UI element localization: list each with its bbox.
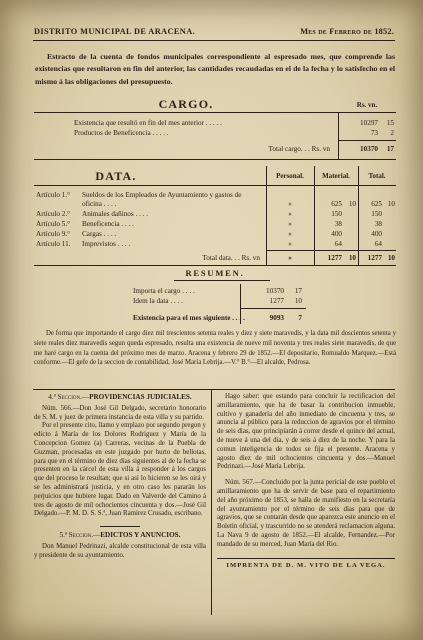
maravedis	[342, 220, 358, 228]
section-title: PROVIDENCIAS JUDICIALES.	[89, 393, 192, 401]
section-title: EDICTOS Y ANUNCIOS.	[100, 531, 181, 540]
notice-566-lead: Núm. 566.—Don José Gil Delgado, secretario honorario de S. M. y juez de primera instancia de esta villa y su partido.	[34, 404, 206, 421]
article-concept: Imprevistos . . . .	[82, 240, 131, 248]
maravedis: 15	[386, 119, 394, 127]
section-divider	[100, 526, 140, 527]
material-value	[314, 220, 358, 228]
reales: 9093	[269, 314, 284, 322]
reales: 150	[331, 210, 342, 218]
reales: 10370	[360, 145, 378, 153]
article-number: Artículo 1.°	[36, 191, 71, 199]
reales: 1277	[367, 254, 382, 262]
account-intro: Estracto de la cuenta de fondos municipales correspondiente al espresado mes, que comprende las existencias que resultaron en fin del anterior, las cantidades recaudadas en el de la fecha y lo satisfecho en el mismo á las obligaciones del presupuesto.	[35, 52, 395, 86]
data-total-label: Total data. . . Rs. vn	[202, 254, 260, 262]
reales: 625	[371, 199, 382, 208]
maravedis: 10	[348, 254, 356, 262]
masthead	[34, 27, 394, 36]
notice-alcalde-body: Hago saber: que estando para concluir la rectificacion del amillaramiento, que ha de basar la contribucion inmueble, cultivo y ganadería del año inmediato de cincuenta y tres, se anuncia al público para la reduccion de agravios por el término de seis dias, que principiarán á correr desde el quince del actual, de nueve á una del dia, y de seis á diez de la noche. Y para la comun inteligencia de todos se fija el presente. Aracena y agosto diez de mil ochocientos cincuenta y dos.—Manuel Pedrinazi.—José María Lebrija.	[217, 393, 395, 471]
data-subtotal-rule	[266, 250, 396, 251]
printer-imprint: IMPRENTA DE D. M. VITO DE LA VEGA.	[217, 558, 395, 571]
reales: 38	[334, 220, 342, 228]
material-value	[314, 240, 358, 248]
resumen-row-label: Idem la data . . . .	[133, 297, 183, 305]
reales: 1277	[327, 254, 342, 262]
article-number: Artículo 11.	[36, 240, 71, 248]
personal-value: »	[288, 254, 292, 262]
masthead-rule	[33, 40, 395, 41]
data-bottom-rule	[34, 265, 396, 266]
reales: 400	[331, 230, 342, 238]
maravedis	[342, 230, 358, 238]
cargo-row-label: Existencia que resultó en fin del mes anterior . . . . .	[74, 119, 222, 127]
section-heading-5	[34, 531, 206, 540]
maravedis: 10	[294, 297, 302, 305]
cargo-table	[34, 96, 396, 162]
article-concept: Cargas . . . .	[82, 230, 117, 238]
reales: 150	[371, 210, 382, 218]
cargo-header-rule	[34, 112, 396, 113]
data-title: DATA.	[95, 169, 137, 183]
total-value	[358, 240, 396, 248]
personal-value: »	[288, 230, 292, 238]
maravedis	[382, 220, 396, 228]
reales: 64	[334, 240, 342, 248]
resumen-title: RESUMEN.	[185, 268, 245, 278]
district-title: DISTRITO MUNICIPAL DE ARACENA.	[34, 27, 196, 36]
cargo-row-amount	[340, 119, 396, 127]
right-column	[217, 393, 395, 570]
total-value	[358, 200, 396, 208]
article-number: Artículo 5.°	[36, 220, 71, 228]
article-number: Artículo 2.°	[36, 210, 71, 218]
columns-top-rule	[33, 389, 395, 390]
total-value	[358, 230, 396, 238]
maravedis: 10	[348, 199, 356, 208]
notice-alcalde-lead: Don Manuel Pedrinazi, alcalde constitucional de esta villa y presidente de su ayuntamiento.	[34, 542, 206, 559]
issue-month: Mes de Febrero de 1852.	[300, 27, 394, 36]
material-value	[314, 254, 358, 262]
cargo-column-rule	[338, 113, 339, 159]
section-heading-4	[34, 393, 206, 402]
reales: 1277	[269, 297, 284, 305]
cargo-row-amount	[340, 129, 396, 137]
resumen-table	[34, 268, 396, 326]
data-header-rule	[34, 185, 396, 186]
cargo-bottom-rule	[34, 159, 396, 160]
section-number: 4.ª Seccion.—	[48, 393, 90, 401]
total-value	[358, 220, 396, 228]
closing-statement: De forma que importando el cargo diez mil trescientos setenta reales y diez y siete maravedís, y la data mil doscientos setenta y siete reales diez maravedís segun queda espresado, resulta una existencia de nueve mil noventa y tres reales siete maravedís, de que me haré cargo en la cuenta del próximo mes de marzo. Aracena y febrero 29 de 1852.—El depositario, Romualdo Marquez.—Está conforme.—El gefe de la seccion de contabilidad, José María Lebrija.—V.° B.°—El alcalde, Pedrosa.	[34, 330, 396, 367]
left-column	[34, 393, 206, 561]
maravedis	[382, 230, 396, 238]
notice-567: Núm. 567.—Concluido por la junta pericial de este pueblo el amillaramiento que ha de servir de base para el repartimiento del año próximo de 1853, se halla de manifiesto en la secretaría del ayuntamiento por el término de seis dias para que de agravios, que se contarán desde que aparezca este anuncio en el Boletin oficial, y trascurrido no se atenderá reclamacion alguna. La Nava 9 de agosto de 1852.—El alcalde, Fernandez.—Por mandado de su merced, Juan María del Rio.	[217, 479, 395, 548]
maravedis: 10	[387, 199, 395, 208]
reales: 625	[331, 199, 342, 208]
cargo-title: CARGO.	[158, 97, 214, 111]
maravedis: 17	[386, 145, 394, 153]
resumen-title-rule	[174, 280, 270, 281]
resumen-balance-amount	[242, 314, 304, 322]
personal-value: »	[288, 199, 292, 208]
personal-value: »	[288, 220, 292, 228]
column-separator	[211, 390, 212, 615]
article-concept: Sueldos de los Empleados de Ayuntamiento y gastos de oficina . . . .	[82, 191, 242, 208]
personal-value: »	[288, 240, 292, 248]
material-value	[314, 200, 358, 208]
maravedis	[342, 240, 358, 248]
table-row	[34, 191, 396, 209]
resumen-row-amount	[242, 297, 304, 305]
article-concept: Animales dañinos . . . .	[82, 210, 149, 218]
reales: 10370	[266, 287, 284, 295]
maravedis: 17	[294, 287, 302, 295]
cargo-row-label: Productos de Beneficencia . . . . .	[74, 129, 169, 137]
maravedis: 2	[390, 129, 394, 137]
column-header-personal: Personal.	[276, 172, 304, 180]
section-number: 5.ª Seccion.—	[59, 531, 101, 540]
total-value	[358, 254, 396, 262]
reales: 10297	[360, 119, 378, 127]
resumen-balance-label: Existencia para el mes siguiente . . . .	[133, 314, 245, 322]
maravedis: 7	[298, 314, 302, 322]
column-header-total: Total.	[368, 172, 386, 180]
resumen-row-label: Importa el cargo . . . .	[133, 287, 195, 295]
reales: 400	[371, 230, 382, 238]
cargo-subtotal-rule	[338, 140, 396, 141]
article-number: Artículo 9.°	[36, 230, 71, 238]
reales: 64	[374, 240, 382, 248]
material-value	[314, 230, 358, 238]
maravedis: 10	[387, 254, 395, 262]
resumen-subtotal-rule	[240, 308, 306, 309]
column-header-material: Material.	[322, 172, 350, 180]
article-concept: Beneficencia . . . .	[82, 220, 134, 228]
reales: 73	[370, 129, 378, 137]
reales: 38	[374, 220, 382, 228]
total-value	[358, 210, 396, 218]
maravedis	[382, 210, 396, 218]
notice-566-body: Por el presente cito, llamo y emplazo por segundo pregon y edicto á María de los Dolores Rodriguez y María de la Concepcion Gomez (a) Carreras, vecinas de la Puebla de Guzman, procesadas en este juzgado por hurto de bellotas, para que en el término de diez dias siguientes al de la fecha se presenten en la cárcel de esta villa á responder á los cargos que del proceso le resultan; que si así lo hicieren se les oirá y se les administrará justicia, y en otro caso les pararán los perjuicios que hubiere lugar. Dado en Valverde del Camino á tres de agosto de mil ochocientos cincuenta y dos.—José Gil Delgado.—P. M. D. S. S.ª, Juan Ramirez Crusado, escribano.	[34, 422, 206, 518]
resumen-row-amount	[242, 287, 304, 295]
cargo-total-label: Total cargo. . . Rs. vn	[268, 145, 330, 153]
material-value	[314, 210, 358, 218]
maravedis	[342, 210, 358, 218]
cargo-unit: Rs. vn.	[356, 101, 378, 109]
cargo-total-amount	[340, 145, 396, 153]
maravedis	[382, 240, 396, 248]
personal-value: »	[288, 210, 292, 218]
data-table	[34, 166, 396, 268]
